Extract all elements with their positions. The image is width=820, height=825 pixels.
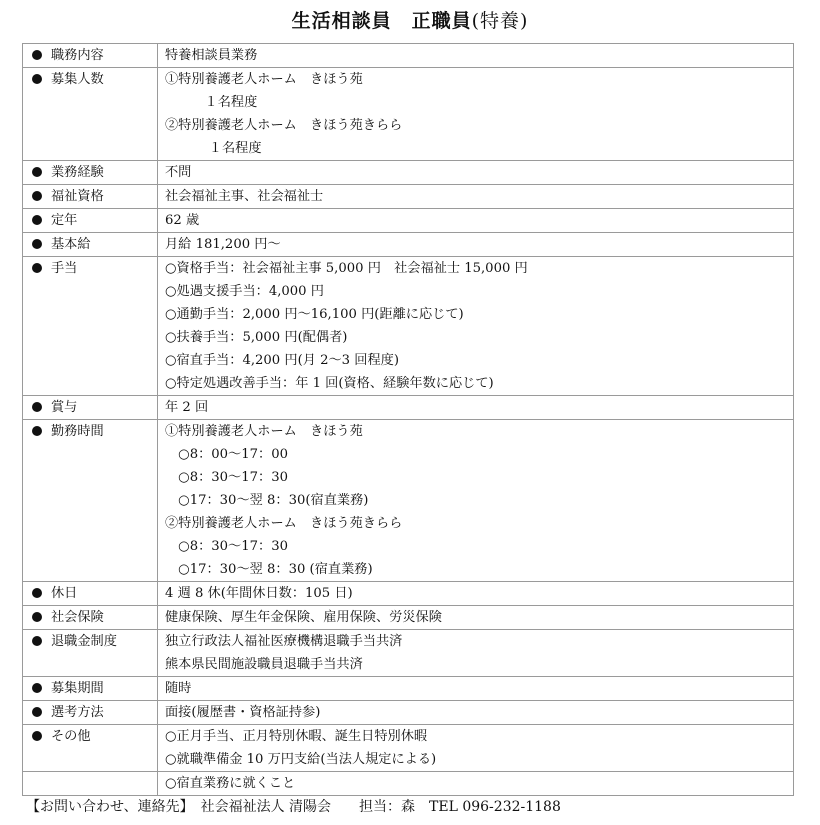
table-row [23, 677, 794, 701]
table-row [23, 257, 794, 396]
row-label: 手当 [51, 261, 78, 276]
row-label: 募集人数 [51, 72, 104, 87]
row-value-line: ○8：00～17：00 [165, 447, 288, 462]
row-label-cell [23, 606, 158, 630]
row-value-cell [158, 582, 794, 606]
row-value-cell [158, 257, 794, 396]
row-value-cell [158, 209, 794, 233]
row-value-line: 月給 181,200 円～ [165, 237, 281, 252]
row-label: 職務内容 [51, 48, 104, 63]
table-row [23, 44, 794, 68]
page-title [0, 6, 820, 33]
row-label-cell [23, 257, 158, 396]
row-value-line: 年 2 回 [165, 400, 209, 415]
table-row [23, 582, 794, 606]
row-value-line: ○17：30～翌 8：30 (宿直業務) [165, 562, 373, 577]
row-label-cell [23, 233, 158, 257]
row-value-line: ①特別養護老人ホーム きほう苑 [165, 424, 363, 439]
title-main: 生活相談員 正職員 [291, 10, 472, 32]
table-row [23, 606, 794, 630]
row-label-cell [23, 772, 158, 796]
row-value-cell [158, 68, 794, 161]
row-value-line: 健康保険、厚生年金保険、雇用保険、労災保険 [165, 610, 442, 625]
row-label: 退職金制度 [51, 634, 117, 649]
row-value-line: ○特定処遇改善手当：年 1 回(資格、経験年数に応じて) [165, 376, 494, 391]
job-details-table [22, 43, 794, 796]
contact-footer: 【お問い合わせ、連絡先】 社会福祉法人 清陽会 担当：森 TEL 096-232-1188 [26, 799, 561, 815]
table-row [23, 209, 794, 233]
row-label: 賞与 [51, 400, 78, 415]
row-label: 勤務時間 [51, 424, 104, 439]
row-label-cell [23, 725, 158, 772]
row-value-line: １名程度 [165, 141, 262, 156]
row-value-line: 随時 [165, 681, 192, 696]
row-value-line: 熊本県民間施設職員退職手当共済 [165, 657, 363, 672]
row-value-cell [158, 420, 794, 582]
row-label-cell [23, 209, 158, 233]
row-value-line: 特養相談員業務 [165, 48, 258, 63]
row-value-cell [158, 44, 794, 68]
bullet-icon [32, 636, 42, 646]
row-value-line: ○処遇支援手当：4,000 円 [165, 284, 324, 299]
row-label: 募集期間 [51, 681, 104, 696]
row-value-cell [158, 233, 794, 257]
row-value-cell [158, 725, 794, 772]
row-value-line: ○宿直手当：4,200 円(月 2～3 回程度) [165, 353, 399, 368]
row-label: 選考方法 [51, 705, 104, 720]
row-label-cell [23, 161, 158, 185]
row-value-line: ○就職準備金 10 万円支給(当法人規定による) [165, 752, 437, 767]
bullet-icon [32, 402, 42, 412]
bullet-icon [32, 239, 42, 249]
bullet-icon [32, 215, 42, 225]
row-value-line: ○8：30～17：30 [165, 470, 288, 485]
row-label-cell [23, 396, 158, 420]
row-value-cell [158, 630, 794, 677]
row-value-line: 4 週 8 休(年間休日数：105 日) [165, 586, 353, 601]
row-value-line: １名程度 [165, 95, 258, 110]
row-value-cell [158, 396, 794, 420]
bullet-icon [32, 263, 42, 273]
row-value-line: ○宿直業務に就くこと [165, 776, 296, 791]
row-label: その他 [51, 729, 91, 744]
bullet-icon [32, 612, 42, 622]
row-value-cell [158, 185, 794, 209]
bullet-icon [32, 167, 42, 177]
row-label-cell [23, 630, 158, 677]
row-value-line: 不問 [165, 165, 192, 180]
row-label: 定年 [51, 213, 78, 228]
row-value-line: ○8：30～17：30 [165, 539, 288, 554]
row-label-cell [23, 44, 158, 68]
bullet-icon [32, 588, 42, 598]
title-sub: (特養) [471, 10, 529, 32]
row-label-cell [23, 185, 158, 209]
row-value-cell [158, 161, 794, 185]
row-label: 福祉資格 [51, 189, 104, 204]
row-value-cell [158, 701, 794, 725]
row-value-cell [158, 772, 794, 796]
bullet-icon [32, 707, 42, 717]
row-label-cell [23, 420, 158, 582]
table-row [23, 701, 794, 725]
row-label-cell [23, 701, 158, 725]
table-row [23, 725, 794, 772]
bullet-icon [32, 50, 42, 60]
table-row [23, 233, 794, 257]
row-value-line: ○正月手当、正月特別休暇、誕生日特別休暇 [165, 729, 428, 744]
table-row [23, 161, 794, 185]
row-value-line: ②特別養護老人ホーム きほう苑きらら [165, 516, 403, 531]
row-label-cell [23, 677, 158, 701]
row-label: 社会保険 [51, 610, 104, 625]
row-label-cell [23, 582, 158, 606]
row-value-line: 独立行政法人福祉医療機構退職手当共済 [165, 634, 403, 649]
row-value-line: ②特別養護老人ホーム きほう苑きらら [165, 118, 403, 133]
row-label: 基本給 [51, 237, 91, 252]
row-value-cell [158, 677, 794, 701]
row-value-line: 社会福祉主事、社会福祉士 [165, 189, 324, 204]
table-row [23, 185, 794, 209]
row-value-line: ○通勤手当：2,000 円～16,100 円(距離に応じて) [165, 307, 464, 322]
row-value-line: ○扶養手当：5,000 円(配偶者) [165, 330, 348, 345]
row-value-line: 62 歳 [165, 213, 200, 228]
row-value-line: ○資格手当：社会福祉主事 5,000 円 社会福祉士 15,000 円 [165, 261, 528, 276]
table-row [23, 772, 794, 796]
row-value-line: 面接(履歴書・資格証持参) [165, 705, 321, 720]
bullet-icon [32, 683, 42, 693]
bullet-icon [32, 731, 42, 741]
table-row [23, 68, 794, 161]
table-row [23, 630, 794, 677]
bullet-icon [32, 426, 42, 436]
bullet-icon [32, 191, 42, 201]
table-row [23, 396, 794, 420]
row-label: 業務経験 [51, 165, 104, 180]
row-value-line: ①特別養護老人ホーム きほう苑 [165, 72, 363, 87]
row-label: 休日 [51, 586, 78, 601]
table-row [23, 420, 794, 582]
row-value-cell [158, 606, 794, 630]
bullet-icon [32, 74, 42, 84]
row-label-cell [23, 68, 158, 161]
row-value-line: ○17：30～翌 8：30(宿直業務) [165, 493, 369, 508]
